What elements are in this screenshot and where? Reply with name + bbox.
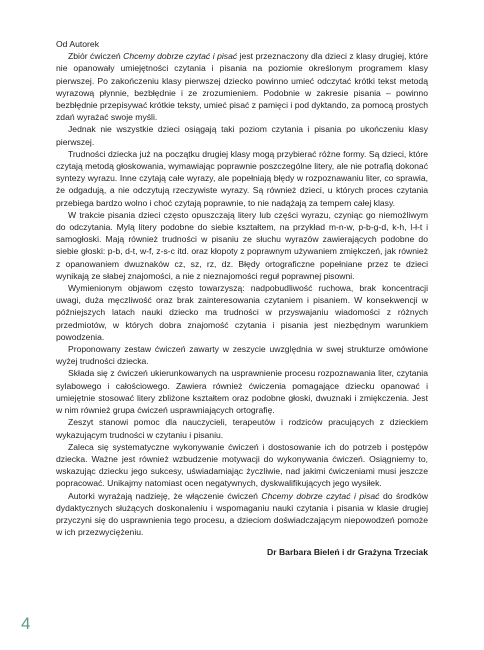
paragraph-1-before: Zbiór ćwiczeń xyxy=(68,51,124,62)
paragraph-10 xyxy=(56,490,428,539)
paragraph-1 xyxy=(56,50,428,123)
paragraph-6: Proponowany zestaw ćwiczeń zawarty w zeszycie uwzględnia w swej strukturze omówione wyżej trudności dziecka. xyxy=(56,344,428,367)
paragraph-9: Zaleca się systematyczne wykonywanie ćwiczeń i dostosowanie ich do potrzeb i postępów dziecka. Ważne jest również wzbudzenie motywacji do wykonywania ćwiczeń. Osiągniemy to, wskazując dziecku jego sukcesy, uświadamiając życzliwie, nad jakimi ćwiczeniami musi jeszcze popracować. Unikajmy natomiast ocen negatywnych, dyskwalifikujących jego wysiłek. xyxy=(56,441,428,489)
section-heading: Od Autorek xyxy=(56,39,99,49)
document-body xyxy=(56,38,428,558)
paragraph-10-after: do środków dydaktycznych służących doskonaleniu i wspomaganiu nauki czytania i pisania w klasie drugiej przyczyni się do usprawnienia tego procesu, a dzieciom doświadczającym niepowodzeń pomoże w ich przezwyciężeniu. xyxy=(56,490,428,538)
paragraph-1-after: jest przeznaczony dla dzieci z klasy drugiej, które nie opanowały umiejętności czytania i pisania na poziomie określonym programem klasy pierwszej. Po zakończeniu klasy pierwszej dziecko powinno umieć odczytać krótki tekst metodą wyrazową płynnie, bezbłędnie i ze zrozumieniem. Podobnie w zakresie pisania – powinno bezbłędnie przepisywać krótkie teksty, umieć pisać z pamięci i pod dyktando, za pomocą prostych zdań wyrażać swoje myśli. xyxy=(56,51,429,123)
paragraph-8: Zeszyt stanowi pomoc dla nauczycieli, terapeutów i rodziców pracujących z dzieckiem wykazującym trudności w czytaniu i pisaniu. xyxy=(56,417,428,440)
page-number: 4 xyxy=(21,614,31,633)
paragraph-3: Trudności dziecka już na początku drugiej klasy mogą przybierać różne formy. Są dzieci, które czytają metodą głoskowania, wymawiając poprawnie poszczególne litery, ale nie potrafią dokonać syntezy wyrazu. Inne czytają całe wyrazy, ale popełniają błędy w rozpoznawaniu liter, co sprawia, że odgadują, a nie odczytują rzeczywiste wyrazy. Są również dzieci, u których proces czytania przebiega bardzo wolno i choć czytają poprawnie, to nie nadążają za tempem całej klasy. xyxy=(56,148,428,208)
paragraph-4: W trakcie pisania dzieci często opuszczają litery lub części wyrazu, czyniąc go niemożliwym do odczytania. Mylą litery podobne do siebie kształtem, na przykład m-n-w, p-b-g-d, k-h, l-ł-t i samogłoski. Mają również trudności w pisaniu ze słuchu wyrazów zawierających podobne do siebie głoski: p-b, d-t, w-f, z-s-c itd. oraz kłopoty z poprawnym używaniem zmiękczeń, jak również z opanowaniem dwuznaków cz, sz, rz, dz. Błędy ortograficzne popełniane przez te dzieci wynikają ze słabej znajomości, a nie z nieznajomości reguł poprawnej pisowni. xyxy=(56,209,428,281)
author-signature: Dr Barbara Bieleń i dr Grażyna Trzeciak xyxy=(267,547,428,558)
paragraph-7: Składa się z ćwiczeń ukierunkowanych na usprawnienie procesu rozpoznawania liter, czytania sylabowego i całościowego. Zawiera również ćwiczenia pomagające dziecku opanować i umiejętnie stosować litery zbliżone kształtem oraz podobne głoski, dwuznaki i zmiękczenia. Jest w nim również grupa ćwiczeń usprawniających ortografię. xyxy=(56,368,428,416)
paragraph-10-before: Autorki wyrażają nadzieję, że włączenie ćwiczeń xyxy=(68,490,262,501)
book-title-1: Chcemy dobrze czytać i pisać xyxy=(123,51,238,62)
paragraph-2: Jednak nie wszystkie dzieci osiągają taki poziom czytania i pisania po ukończeniu klasy pierwszej. xyxy=(56,124,428,147)
book-title-2: Chcemy dobrze czytać i pisać xyxy=(261,490,380,501)
paragraph-5: Wymienionym objawom często towarzyszą: nadpobudliwość ruchowa, brak koncentracji uwagi, duża męczliwość oraz brak zainteresowania czytaniem i pisaniem. W konsekwencji w późniejszych latach nauki dziecko ma trudności w przyswajaniu wiadomości z różnych przedmiotów, w których dobra znajomość czytania i pisania jest niezbędnym warunkiem powodzenia. xyxy=(56,283,428,342)
